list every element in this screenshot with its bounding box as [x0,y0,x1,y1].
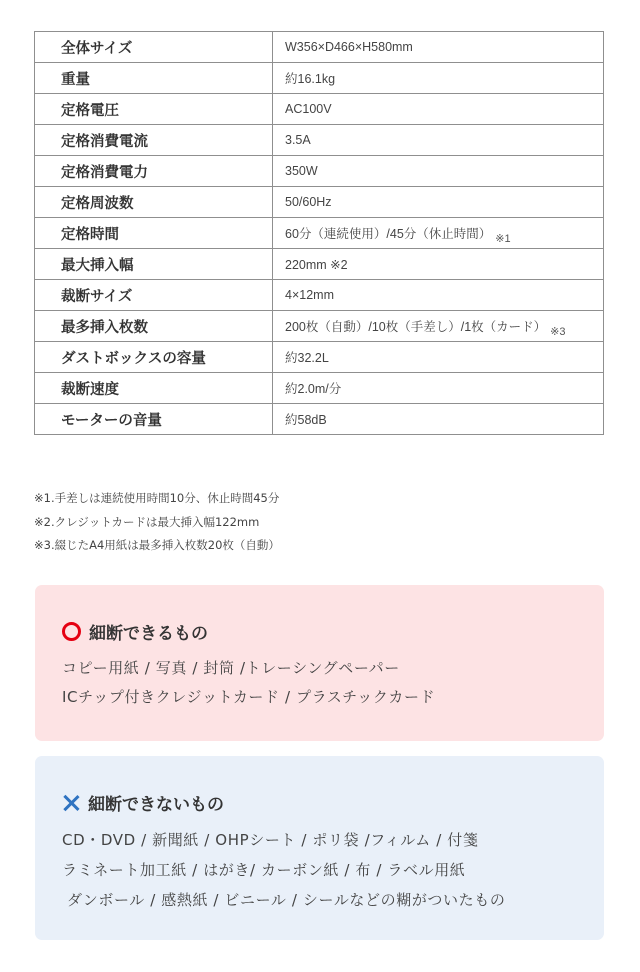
table-row [35,280,604,311]
spec-value: AC100V [273,94,604,125]
can-shred-line: コピー用紙 / 写真 / 封筒 /トレーシングペーパー [62,659,400,677]
spec-value: 約2.0m/分 [273,373,604,404]
footnote: ※3.綴じたA4用紙は最多挿入枚数20枚（自動） [34,538,280,552]
spec-label: 重量 [35,63,273,94]
cannot-shred-heading [62,790,604,815]
cross-icon [62,794,80,812]
spec-label: 裁断サイズ [35,280,273,311]
spec-label: 定格電圧 [35,94,273,125]
cannot-shred-list [62,825,604,915]
spec-value: 3.5A [273,125,604,156]
footnote: ※2.クレジットカードは最大挿入幅122mm [34,514,260,529]
footnote: ※1.手差しは連続使用時間10分、休止時間45分 [34,491,280,505]
cannot-shred-box [35,756,604,940]
spec-value: 60分（連続使用）/45分（休止時間） ※1 [273,218,604,249]
table-row [35,373,604,404]
spec-value: 200枚（自動）/10枚（手差し）/1枚（カード） ※3 [273,311,604,342]
spec-value: 約58dB [273,404,604,435]
spec-label: 定格時間 [35,218,273,249]
spec-label: ダストボックスの容量 [35,342,273,373]
spec-value: 50/60Hz [273,187,604,218]
table-row [35,125,604,156]
table-row [35,94,604,125]
spec-label: モーターの音量 [35,404,273,435]
can-shred-line: ICチップ付きクレジットカード / プラスチックカード [62,688,436,706]
spec-label: 全体サイズ [35,32,273,63]
spec-label: 定格周波数 [35,187,273,218]
table-row [35,156,604,187]
cannot-shred-line: CD・DVD / 新聞紙 / OHPシート / ポリ袋 /フィルム / 付箋 [62,831,479,849]
table-row [35,218,604,249]
cannot-shred-title: 細断できないもの [88,795,224,815]
spec-value: 350W [273,156,604,187]
cannot-shred-line: ラミネート加工紙 / はがき/ カーボン紙 / 布 / ラベル用紙 [62,861,466,879]
spec-label: 定格消費電流 [35,125,273,156]
can-shred-title: 細断できるもの [89,624,208,644]
spec-label: 最大挿入幅 [35,249,273,280]
table-row [35,63,604,94]
table-row [35,249,604,280]
table-row [35,187,604,218]
footnote-mark: ※1 [495,233,511,245]
table-row [35,311,604,342]
cannot-shred-line: ダンボール / 感熱紙 / ビニール / シールなどの糊がついたもの [67,891,506,909]
spec-value: 約32.2L [273,342,604,373]
footnote-mark: ※3 [550,326,566,338]
spec-label: 裁断速度 [35,373,273,404]
spec-label: 定格消費電力 [35,156,273,187]
can-shred-list [62,654,604,712]
spec-value: W356×D466×H580mm [273,32,604,63]
circle-icon [62,622,81,641]
spec-value: 約16.1kg [273,63,604,94]
can-shred-heading [62,619,604,644]
spec-value: 220mm ※2 [273,249,604,280]
table-row [35,404,604,435]
table-row [35,32,604,63]
spec-label: 最多挿入枚数 [35,311,273,342]
spec-value: 4×12mm [273,280,604,311]
table-row [35,342,604,373]
can-shred-box [35,585,604,741]
spec-table [34,31,604,435]
footnotes [34,487,280,558]
